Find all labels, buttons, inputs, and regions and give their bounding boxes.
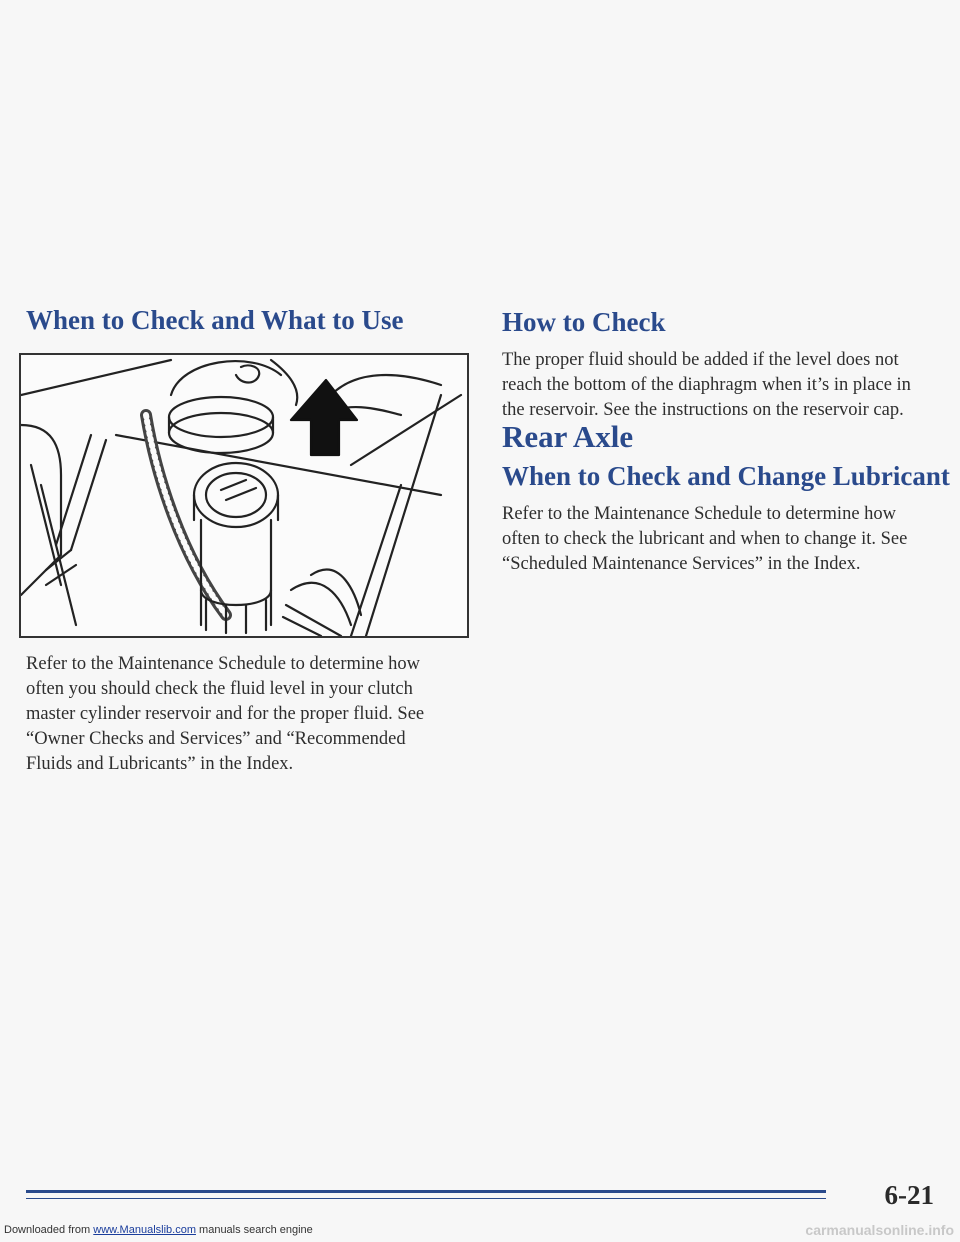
reservoir-drawing (21, 355, 467, 636)
page-number: 6-21 (884, 1180, 934, 1210)
heading-when-to-check-change-lubricant: When to Check and Change Lubricant (502, 461, 950, 491)
footer-prefix: Downloaded from (4, 1224, 94, 1236)
heading-when-to-check-what-to-use: When to Check and What to Use (26, 305, 404, 335)
watermark: carmanualsonline.info (805, 1222, 954, 1238)
footer-rule-thick (26, 1190, 826, 1193)
how-to-check-paragraph: The proper fluid should be added if the level does not reach the bottom of the diaphragm when it’s in place in the reservoir. See the instructions on the reservoir cap. (502, 350, 911, 420)
lubricant-paragraph: Refer to the Maintenance Schedule to determine how often to check the lubricant and when to change it. See “Scheduled Maintenance Services” in the Index. (502, 504, 908, 574)
download-footer (4, 1224, 313, 1236)
footer-suffix: manuals search engine (195, 1224, 313, 1236)
clutch-reservoir-illustration (19, 353, 469, 638)
arrow-indicator (291, 380, 357, 455)
left-paragraph: Refer to the Maintenance Schedule to determine how often you should check the fluid level in your clutch master cylinder reservoir and for the proper fluid. See “Owner Checks and Services” and “Recommended Fluids and Lubricants” in the Index. (26, 654, 425, 774)
footer-rule-thin (26, 1198, 826, 1199)
manualslib-link[interactable]: www.Manualslib.com (93, 1224, 196, 1236)
heading-how-to-check: How to Check (502, 307, 666, 337)
section-title-rear-axle: Rear Axle (502, 419, 634, 454)
